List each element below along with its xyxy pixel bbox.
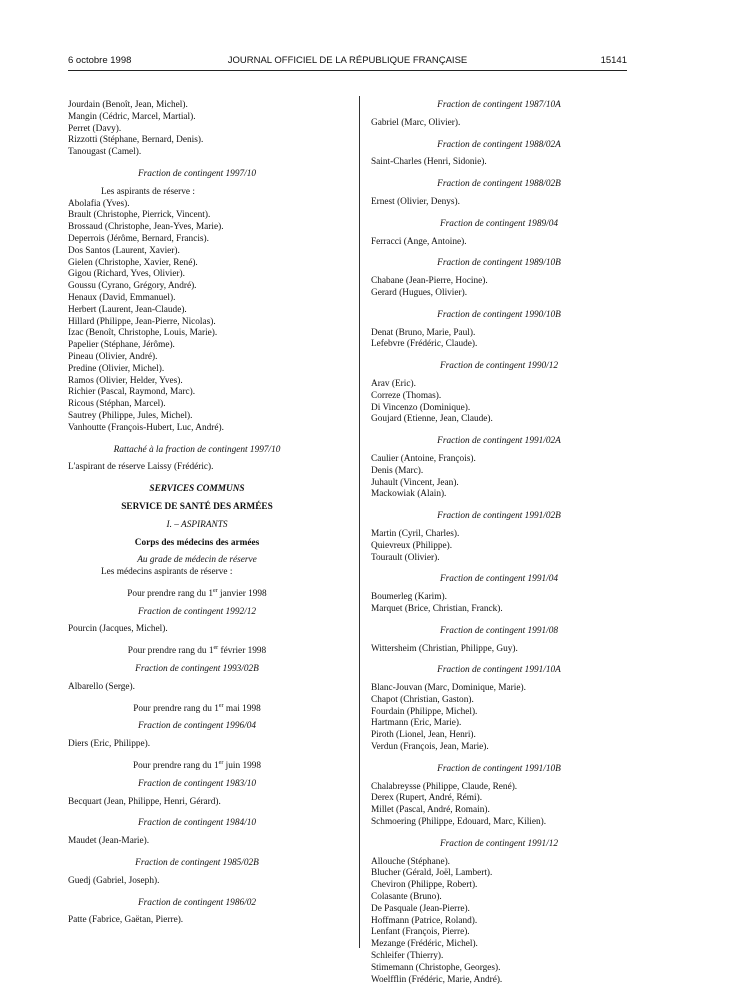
- list-item: Goujard (Etienne, Jean, Claude).: [371, 414, 493, 425]
- name-list: [371, 592, 627, 616]
- list-item: Stimemann (Christophe, Georges).: [371, 962, 501, 973]
- rattache-line: L'aspirant de réserve Laissy (Frédéric).: [68, 462, 214, 473]
- rang-heading: Pour prendre rang du 1er février 1998: [127, 645, 267, 657]
- name-list: [371, 276, 627, 300]
- list-item: Blanc-Jouvan (Marc, Dominique, Marie).: [371, 683, 526, 694]
- name-list: [371, 197, 627, 209]
- list-item: Denat (Bruno, Marie, Paul).: [371, 327, 476, 338]
- section-heading: Fraction de contingent 1991/08: [440, 625, 558, 636]
- list-item: Allouche (Stéphane).: [371, 856, 450, 867]
- list-item: Hartmann (Eric, Marie).: [371, 718, 462, 729]
- list-item: Pineau (Olivier, André).: [68, 351, 158, 362]
- list-item: Wittersheim (Christian, Philippe, Guy).: [371, 643, 518, 654]
- list-item: Saint-Charles (Henri, Sidonie).: [371, 157, 487, 168]
- right-column: [371, 100, 627, 996]
- section-heading: Fraction de contingent 1990/12: [440, 361, 558, 372]
- list-item: Ricous (Stéphan, Marcel).: [68, 399, 166, 410]
- aspirants-heading: I. – ASPIRANTS: [166, 519, 228, 530]
- list-item: Arav (Eric).: [371, 378, 416, 389]
- list-item: Sautrey (Philippe, Jules, Michel).: [68, 410, 193, 421]
- header-rule: [68, 70, 627, 71]
- list-item: Maudet (Jean-Marie).: [68, 836, 150, 847]
- name-list: [371, 454, 627, 501]
- left-column: [68, 100, 326, 927]
- list-item: Gigou (Richard, Yves, Olivier).: [68, 269, 185, 280]
- list-item: Perret (Davy).: [68, 123, 122, 134]
- list-item: Boumerleg (Karim).: [371, 592, 447, 603]
- medecins-label: Les médecins aspirants de réserve :: [101, 567, 233, 578]
- name-list: [371, 857, 627, 987]
- header-date: 6 octobre 1998: [68, 55, 132, 66]
- list-item: Papelier (Stéphane, Jérôme).: [68, 340, 175, 351]
- list-item: Gerard (Hugues, Olivier).: [371, 287, 468, 298]
- header-page-number: 15141: [600, 55, 627, 66]
- name-list: [371, 328, 627, 352]
- list-item: Derex (Rupert, André, Rémi).: [371, 793, 483, 804]
- list-item: Predine (Olivier, Michel).: [68, 363, 165, 374]
- section-heading: Fraction de contingent 1988/02A: [437, 139, 561, 150]
- list-item: Gielen (Christophe, Xavier, René).: [68, 257, 198, 268]
- list-item: Fourdain (Philippe, Michel).: [371, 706, 478, 717]
- rang-heading: Pour prendre rang du 1er mai 1998: [133, 702, 261, 714]
- list-item: Piroth (Lionel, Jean, Henri).: [371, 730, 476, 741]
- list-item: Schleifer (Thierry).: [371, 951, 444, 962]
- aspirants-label: Les aspirants de réserve :: [101, 186, 195, 197]
- page-header: [68, 55, 627, 69]
- list-item: Tourault (Olivier).: [371, 552, 440, 563]
- list-item: Brault (Christophe, Pierrick, Vincent).: [68, 210, 211, 221]
- name-list: [371, 118, 627, 130]
- list-item: Ramos (Olivier, Helder, Yves).: [68, 375, 183, 386]
- grade-heading: Au grade de médecin de réserve: [137, 555, 257, 566]
- list-item: Vanhoutte (François-Hubert, Luc, André).: [68, 422, 224, 433]
- section-heading: Fraction de contingent 1989/04: [440, 218, 558, 229]
- name-list: [371, 157, 627, 169]
- list-item: Correze (Thomas).: [371, 390, 442, 401]
- list-item: Becquart (Jean, Philippe, Henri, Gérard).: [68, 796, 221, 807]
- list-item: Izac (Benoît, Christophe, Louis, Marie).: [68, 328, 218, 339]
- list-item: Denis (Marc).: [371, 465, 424, 476]
- list-item: Ferracci (Ange, Antoine).: [371, 236, 467, 247]
- section-heading: Fraction de contingent 1996/04: [138, 721, 256, 732]
- section-heading: Fraction de contingent 1990/10B: [437, 309, 561, 320]
- list-item: Mezange (Frédéric, Michel).: [371, 939, 478, 950]
- rang-heading: Pour prendre rang du 1er juin 1998: [132, 759, 262, 772]
- services-communs-heading: SERVICES COMMUNS: [149, 484, 245, 495]
- column-divider: [359, 96, 360, 948]
- header-title: JOURNAL OFFICIEL DE LA RÉPUBLIQUE FRANÇAISE: [227, 55, 468, 66]
- section-heading: Fraction de contingent 1987/10A: [437, 100, 561, 110]
- name-list: [371, 782, 627, 829]
- corps-heading: Corps des médecins des armées: [134, 537, 260, 548]
- list-item: Lenfant (François, Pierre).: [371, 927, 470, 938]
- list-item: Herbert (Laurent, Jean-Claude).: [68, 304, 187, 315]
- list-item: Abolafia (Yves).: [68, 198, 130, 209]
- list-item: Rizzotti (Stéphane, Bernard, Denis).: [68, 135, 204, 146]
- section-heading: Fraction de contingent 1993/02B: [135, 664, 259, 675]
- name-list: [371, 529, 627, 564]
- list-item: Cheviron (Philippe, Robert).: [371, 880, 478, 891]
- list-item: Richier (Pascal, Raymond, Marc).: [68, 387, 196, 398]
- list-item: Goussu (Cyrano, Grégory, André).: [68, 281, 197, 292]
- list-item: Hillard (Philippe, Jean-Pierre, Nicolas).: [68, 316, 216, 327]
- name-list-top: [68, 100, 326, 159]
- list-item: Colasante (Bruno).: [371, 892, 442, 903]
- list-item: Hoffmann (Patrice, Roland).: [371, 915, 478, 926]
- list-item: Mackowiak (Alain).: [371, 489, 447, 500]
- list-item: Gabriel (Marc, Olivier).: [371, 117, 461, 128]
- section-heading: Fraction de contingent 1991/04: [440, 574, 558, 585]
- name-list: [371, 644, 627, 656]
- section-heading: Fraction de contingent 1985/02B: [135, 858, 259, 869]
- section-heading: Fraction de contingent 1992/12: [138, 606, 256, 617]
- name-list: [371, 379, 627, 426]
- section-heading: Fraction de contingent 1991/10A: [437, 665, 561, 676]
- list-item: Chalabreysse (Philippe, Claude, René).: [371, 781, 518, 792]
- name-list: [371, 237, 627, 249]
- list-item: Pourcin (Jacques, Michel).: [68, 624, 168, 635]
- list-item: Dos Santos (Laurent, Xavier).: [68, 245, 180, 256]
- name-list-1997-10: [68, 199, 326, 435]
- rang-heading: Pour prendre rang du 1er janvier 1998: [127, 587, 267, 599]
- list-item: Tanougast (Camel).: [68, 147, 142, 158]
- list-item: Patte (Fabrice, Gaëtan, Pierre).: [68, 915, 184, 926]
- section-heading: Fraction de contingent 1986/02: [138, 897, 256, 908]
- list-item: Mangin (Cédric, Marcel, Martial).: [68, 111, 196, 122]
- list-item: Marquet (Brice, Christian, Franck).: [371, 603, 503, 614]
- list-item: Jourdain (Benoît, Jean, Michel).: [68, 100, 188, 110]
- section-heading: Fraction de contingent 1997/10: [138, 168, 256, 179]
- list-item: Lefebvre (Frédéric, Claude).: [371, 339, 478, 350]
- section-heading: Fraction de contingent 1991/02A: [437, 436, 561, 447]
- list-item: Brossaud (Christophe, Jean-Yves, Marie).: [68, 222, 224, 233]
- list-item: Deperrois (Jérôme, Bernard, Francis).: [68, 233, 209, 244]
- list-item: Woelfflin (Frédéric, Marie, André).: [371, 974, 503, 985]
- name-list: [371, 683, 627, 754]
- section-heading: Fraction de contingent 1989/10B: [437, 258, 561, 269]
- list-item: Juhault (Vincent, Jean).: [371, 477, 459, 488]
- list-item: Chabane (Jean-Pierre, Hocine).: [371, 276, 488, 287]
- list-item: Millet (Pascal, André, Romain).: [371, 805, 490, 816]
- section-heading: Fraction de contingent 1991/10B: [437, 763, 561, 774]
- section-heading: Fraction de contingent 1983/10: [138, 778, 256, 789]
- section-heading: Fraction de contingent 1991/12: [440, 838, 558, 849]
- list-item: Di Vincenzo (Dominique).: [371, 402, 471, 413]
- list-item: De Pasquale (Jean-Pierre).: [371, 903, 470, 914]
- list-item: Henaux (David, Emmanuel).: [68, 292, 176, 303]
- list-item: Guedj (Gabriel, Joseph).: [68, 875, 160, 886]
- list-item: Martin (Cyril, Charles).: [371, 528, 460, 539]
- section-heading: Fraction de contingent 1991/02B: [437, 511, 561, 522]
- list-item: Diers (Eric, Philippe).: [68, 739, 151, 750]
- list-item: Chapot (Christian, Gaston).: [371, 694, 474, 705]
- list-item: Caulier (Antoine, François).: [371, 453, 476, 464]
- list-item: Albarello (Serge).: [68, 681, 135, 692]
- section-heading: Fraction de contingent 1984/10: [138, 818, 256, 829]
- list-item: Quievreux (Philippe).: [371, 540, 453, 551]
- list-item: Verdun (François, Jean, Marie).: [371, 742, 489, 753]
- service-sante-heading: SERVICE DE SANTÉ DES ARMÉES: [121, 501, 273, 512]
- list-item: Blucher (Gérald, Joël, Lambert).: [371, 868, 493, 879]
- list-item: Schmoering (Philippe, Edouard, Marc, Kilien).: [371, 817, 547, 828]
- rattache-heading: Rattaché à la fraction de contingent 1997/10: [113, 444, 281, 455]
- list-item: Ernest (Olivier, Denys).: [371, 196, 460, 207]
- section-heading: Fraction de contingent 1988/02B: [437, 179, 561, 190]
